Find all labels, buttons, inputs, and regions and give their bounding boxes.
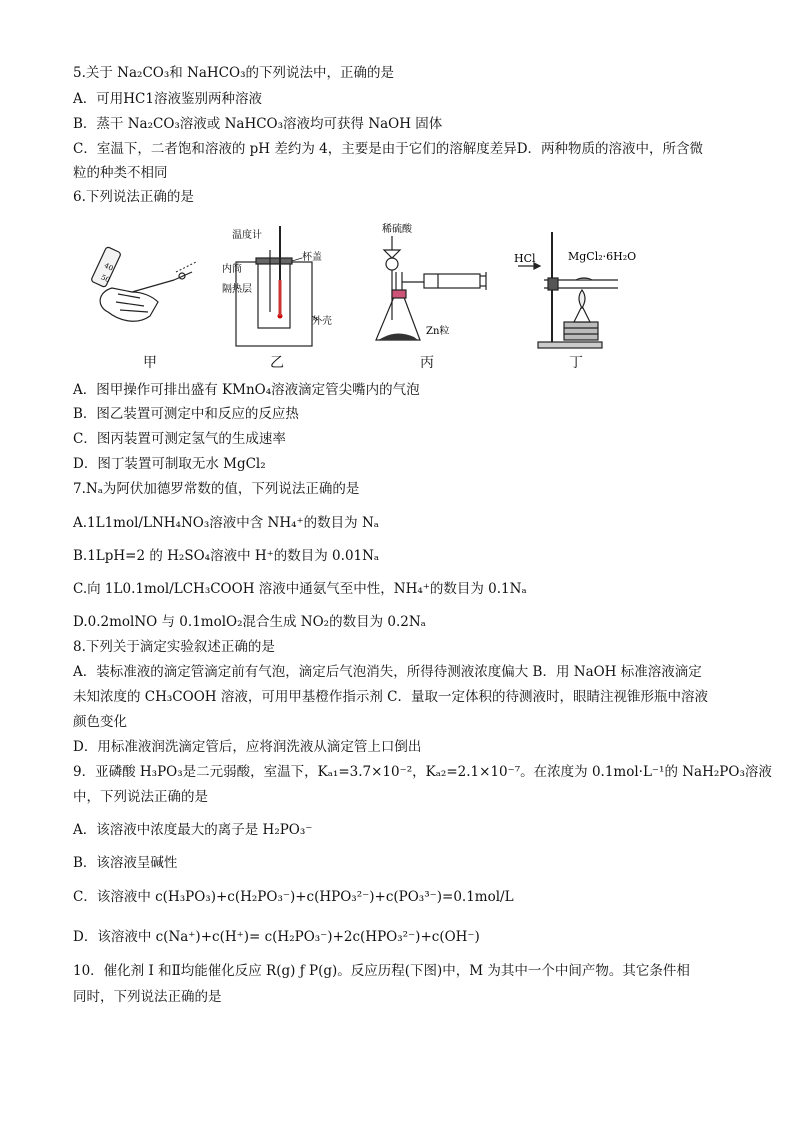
q5-option-c: C．室温下，二者饱和溶液的 pH 差约为 4，主要是由于它们的溶解度差异D．两种物质的溶液中，所含微 — [73, 141, 704, 157]
q7-stem: 7.Nₐ为阿伏加德罗常数的值，下列说法正确的是 — [73, 481, 360, 497]
q8-option-d: D．用标准液润洗滴定管后，应将润洗液从滴定管上口倒出 — [73, 739, 422, 755]
yi-thermometer-label: 温度计 — [232, 230, 262, 241]
figure-label-yi: 乙 — [270, 355, 284, 371]
ding-salt-label: MgCl₂·6H₂O — [568, 250, 637, 263]
q9-line-1: 9．亚磷酸 H₃PO₃是二元弱酸，室温下，Kₐ₁=3.7×10⁻²，Kₐ₂=2.1×10⁻⁷。在浓度为 0.1mol·L⁻¹的 NaH₂PO₃溶液 — [73, 764, 772, 780]
yi-insulation-label: 隔热层 — [222, 284, 252, 295]
figure-ding-heating-tube — [510, 226, 650, 350]
q10-line-2: 同时，下列说法正确的是 — [73, 989, 222, 1005]
q5-stem: 5.关于 Na₂CO₃和 NaHCO₃的下列说法中，正确的是 — [73, 65, 394, 81]
q7-option-c: C.向 1L0.1mol/LCH₃COOH 溶液中通氨气至中性，NH₄⁺的数目为 0.1Nₐ — [73, 581, 527, 597]
q9-option-d: D．该溶液中 c(Na⁺)+c(H⁺)= c(H₂PO₃⁻)+2c(HPO₃²⁻)+c(OH⁻) — [73, 929, 480, 945]
figure-label-jia: 甲 — [143, 355, 157, 371]
q5-option-b: B．蒸干 Na₂CO₃溶液或 NaHCO₃溶液均可获得 NaOH 固体 — [73, 116, 443, 132]
q8-stem: 8.下列关于滴定实验叙述正确的是 — [73, 639, 275, 655]
ding-hcl-label: HCl — [514, 252, 536, 265]
q6-option-a: A．图甲操作可排出盛有 KMnO₄溶液滴定管尖嘴内的气泡 — [73, 382, 420, 398]
q7-option-a: A.1L1mol/LNH₄NO₃溶液中含 NH₄⁺的数目为 Nₐ — [73, 515, 379, 531]
q5-option-c-cont: 粒的种类不相同 — [73, 165, 168, 181]
jia-scale-40: 40 — [102, 261, 115, 273]
q6-option-b: B．图乙装置可测定中和反应的反应热 — [73, 406, 299, 422]
jia-scale-50: 50 — [99, 273, 112, 285]
q9-option-c: C．该溶液中 c(H₃PO₃)+c(H₂PO₃⁻)+c(HPO₃²⁻)+c(PO₃³⁻)=0.1mol/L — [73, 889, 514, 905]
q8-line-2: 未知浓度的 CH₃COOH 溶液，可用甲基橙作指示剂 C．量取一定体积的待测液时，眼睛注视锥形瓶中溶液 — [73, 689, 708, 705]
q6-stem: 6.下列说法正确的是 — [73, 189, 194, 205]
bing-zn-label: Zn粒 — [426, 326, 450, 337]
q9-line-2: 中，下列说法正确的是 — [73, 789, 208, 805]
q8-line-1: A．装标准液的滴定管滴定前有气泡，滴定后气泡消失，所得待测液浓度偏大 B．用 NaOH 标准溶液滴定 — [73, 664, 702, 680]
q8-line-3: 颜色变化 — [73, 714, 127, 730]
yi-inner-label: 内筒 — [222, 264, 242, 275]
bing-acid-label: 稀硫酸 — [382, 224, 412, 235]
q5-option-a: A．可用HC1溶液鉴别两种溶液 — [73, 91, 262, 107]
q9-option-a: A．该溶液中浓度最大的离子是 H₂PO₃⁻ — [73, 822, 313, 838]
q9-option-b: B．该溶液呈碱性 — [73, 855, 178, 871]
figure-label-bing: 丙 — [420, 355, 434, 371]
figure-yi-calorimeter — [222, 220, 340, 350]
yi-shell-label: 外壳 — [312, 316, 332, 327]
figure-label-ding: 丁 — [569, 355, 583, 371]
q6-option-d: D．图丁装置可制取无水 MgCl₂ — [73, 456, 266, 472]
q7-option-b: B.1LpH=2 的 H₂SO₄溶液中 H⁺的数目为 0.01Nₐ — [73, 548, 380, 564]
q10-line-1: 10．催化剂 I 和Ⅱ均能催化反应 R(g) ƒ P(g)。反应历程(下图)中，M 为其中一个中间产物。其它条件相 — [73, 963, 690, 979]
figure-bing-flask-syringe — [372, 220, 492, 350]
figure-jia-burette-hand — [88, 240, 200, 340]
q6-option-c: C．图丙装置可测定氢气的生成速率 — [73, 431, 286, 447]
q7-option-d: D.0.2molNO 与 0.1molO₂混合生成 NO₂的数目为 0.2Nₐ — [73, 614, 426, 630]
yi-lid-label: 杯盖 — [302, 252, 322, 263]
